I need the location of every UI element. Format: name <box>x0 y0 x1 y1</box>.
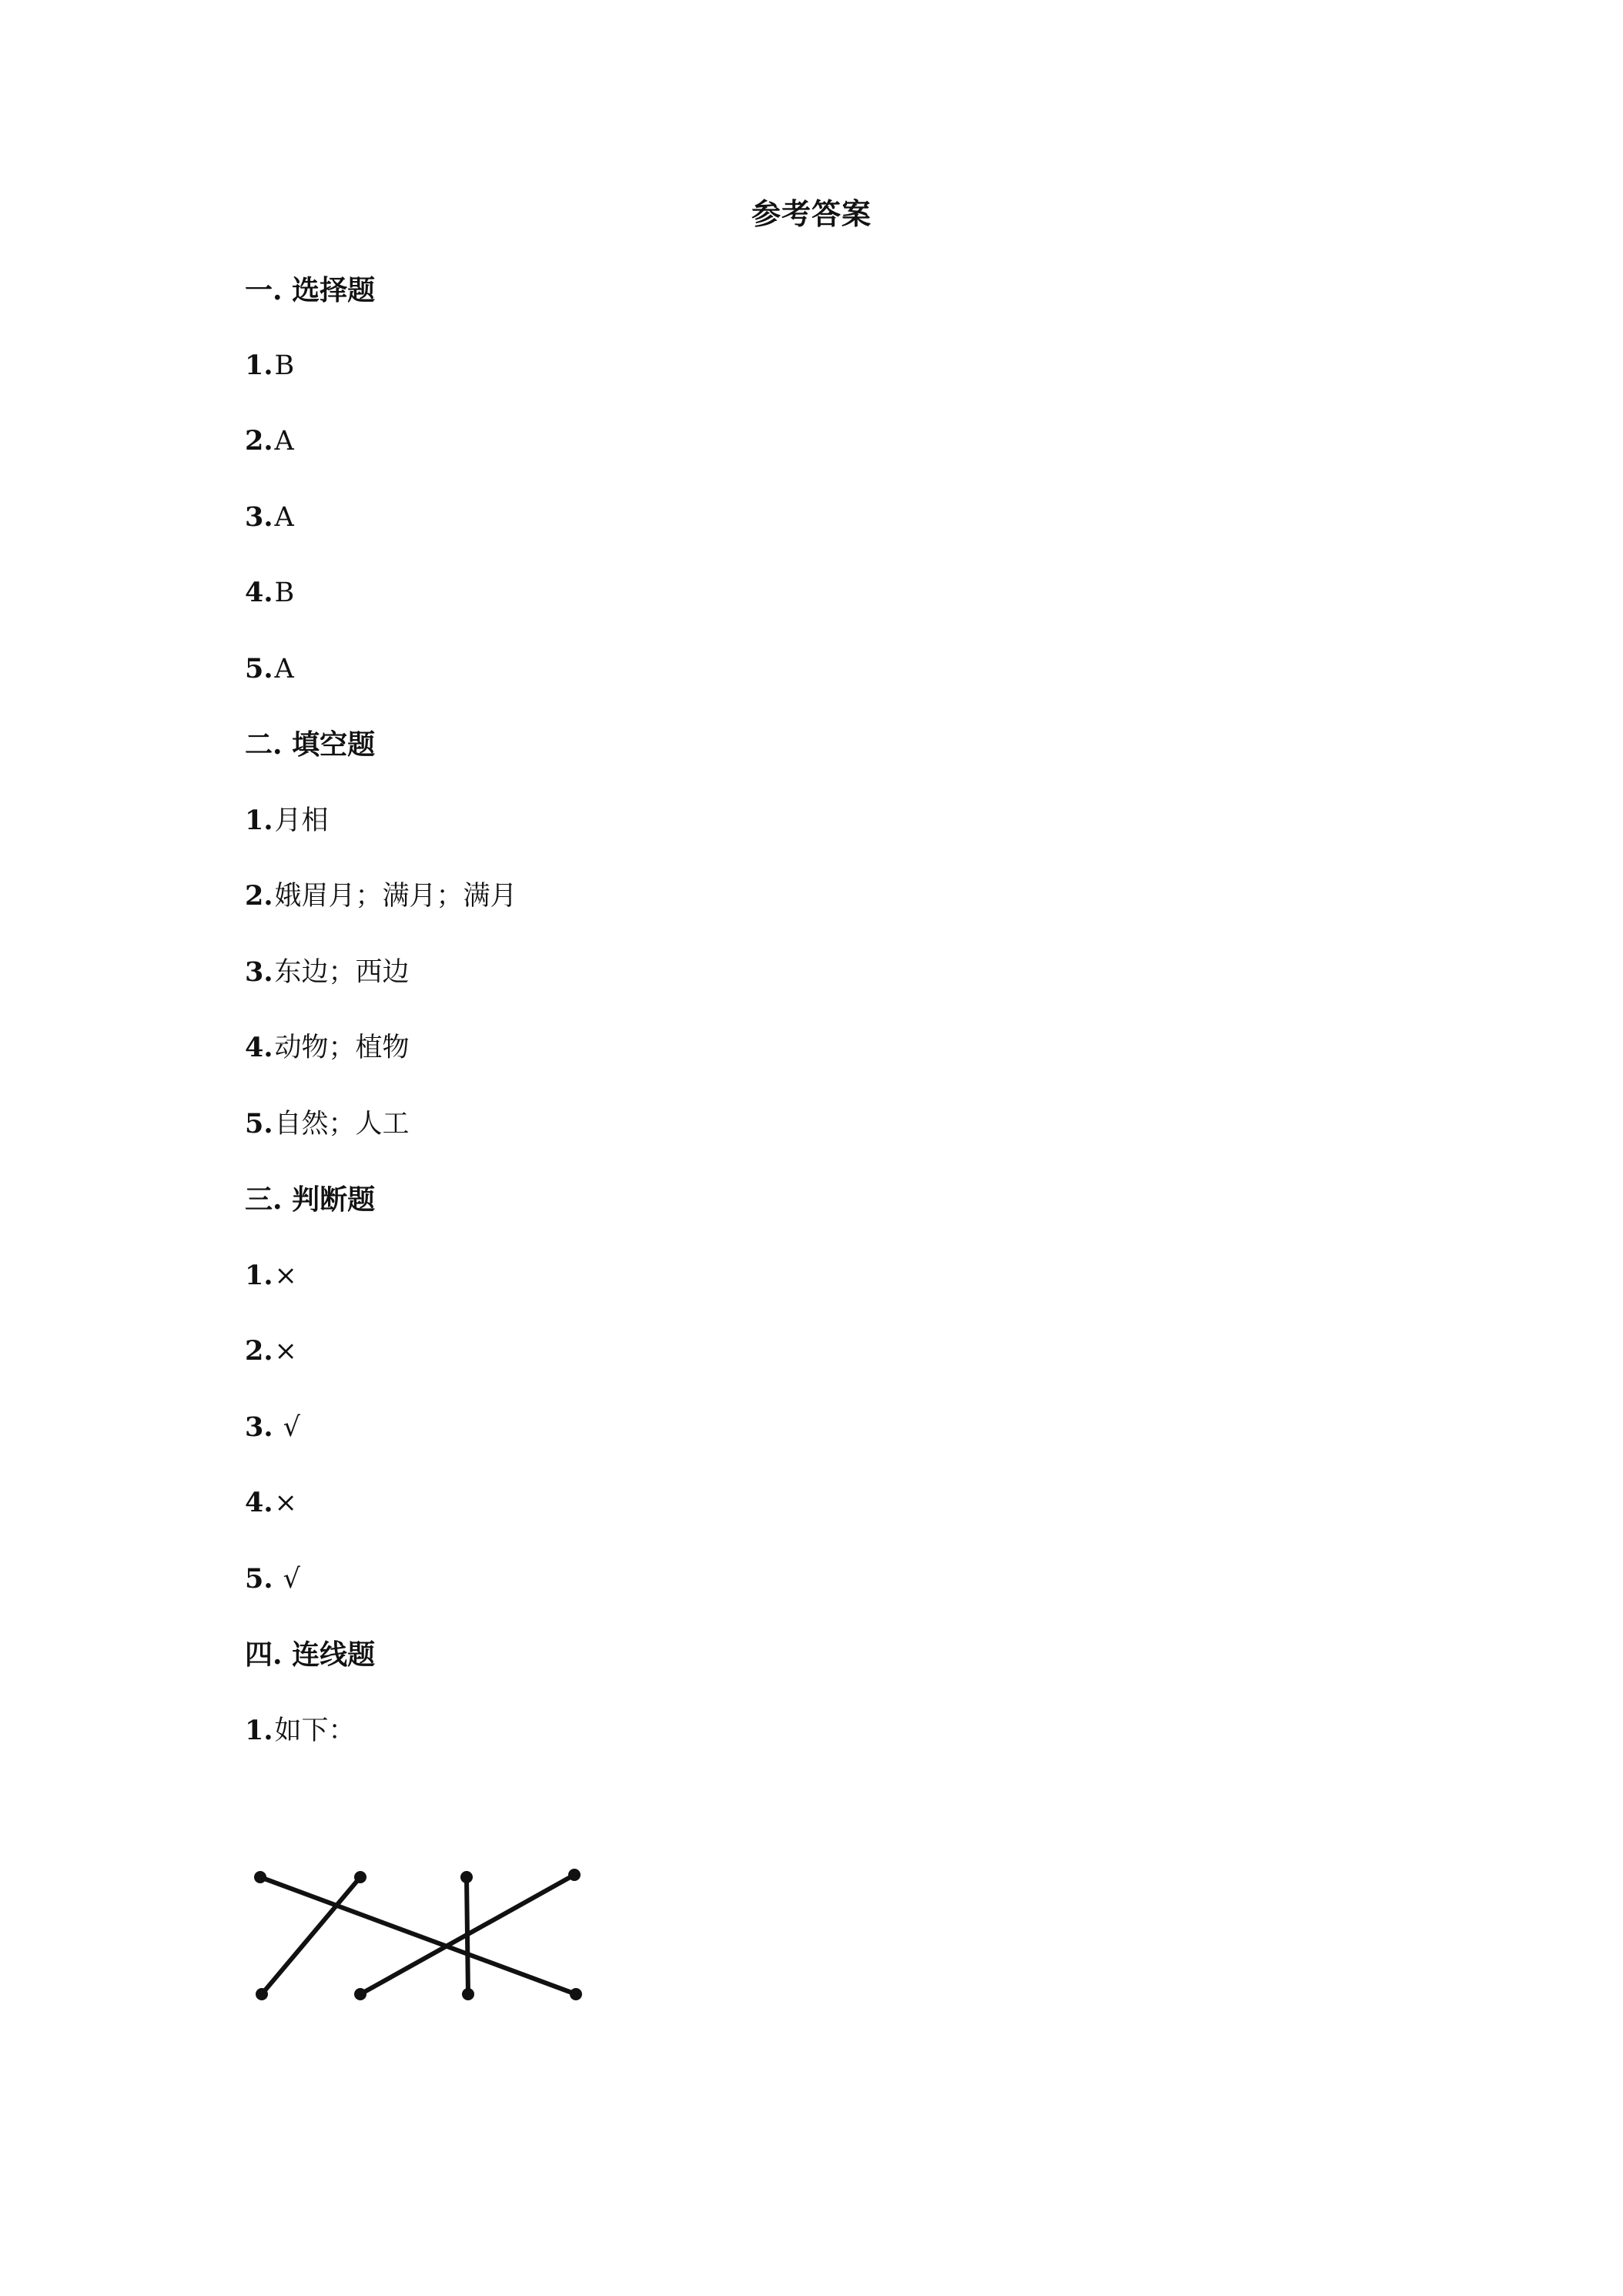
item-number: 4. <box>245 1032 273 1063</box>
bottom-point <box>354 1988 366 2000</box>
item-answer: 自然；人工 <box>274 1109 410 1140</box>
matching-diagram <box>245 1856 607 2010</box>
top-point <box>460 1871 473 1883</box>
item-number: 4. <box>245 577 273 608</box>
answer-item <box>245 953 410 992</box>
answer-item <box>245 1560 300 1598</box>
item-answer: A <box>274 502 294 533</box>
item-number: 2. <box>245 425 273 457</box>
item-number: 3. <box>245 956 273 988</box>
item-answer: × <box>274 1488 297 1518</box>
answer-item <box>245 346 294 385</box>
item-number: 5. <box>245 653 273 684</box>
bottom-point <box>570 1988 582 2000</box>
top-point <box>354 1871 366 1883</box>
top-point <box>254 1871 266 1883</box>
section-heading-matching: 四. 连线题 <box>245 1638 376 1671</box>
item-number: 2. <box>245 880 273 912</box>
section-heading-true-false: 三. 判断题 <box>245 1183 376 1216</box>
item-answer: × <box>274 1260 297 1291</box>
answer-item <box>245 1105 410 1143</box>
top-point <box>568 1869 581 1881</box>
item-number: 3. <box>245 501 273 533</box>
answer-item <box>245 1484 297 1522</box>
page-title: 参考答案 <box>751 196 872 231</box>
item-answer: √ <box>274 1412 300 1443</box>
section-heading-fill-blank: 二. 填空题 <box>245 728 376 761</box>
item-answer: B <box>274 577 295 608</box>
item-number: 4. <box>245 1487 273 1518</box>
item-answer: 动物；植物 <box>274 1033 410 1063</box>
bottom-point <box>462 1988 474 2000</box>
item-answer: A <box>274 426 294 457</box>
answer-item <box>245 574 294 612</box>
bottom-point <box>256 1988 268 2000</box>
item-answer: 东边；西边 <box>274 957 410 988</box>
item-answer: 月相 <box>274 805 329 836</box>
answer-item <box>245 1712 356 1750</box>
answer-item <box>245 1332 297 1371</box>
answer-item <box>245 877 517 915</box>
item-number: 2. <box>245 1335 273 1367</box>
item-answer: A <box>274 654 294 684</box>
answer-item <box>245 1408 300 1447</box>
answer-item <box>245 802 329 840</box>
item-answer: √ <box>274 1564 300 1595</box>
answer-item <box>245 422 294 460</box>
item-number: 5. <box>245 1563 273 1595</box>
item-number: 5. <box>245 1108 273 1140</box>
item-answer: 娥眉月；满月；满月 <box>274 881 517 912</box>
connection-line <box>260 1877 576 1994</box>
item-answer: × <box>274 1336 297 1367</box>
item-answer: 如下： <box>274 1715 356 1746</box>
item-number: 1. <box>245 1715 273 1746</box>
item-number: 1. <box>245 805 273 836</box>
answer-item <box>245 1257 297 1295</box>
answer-item <box>245 498 294 537</box>
item-number: 1. <box>245 1260 273 1291</box>
item-number: 1. <box>245 350 273 381</box>
answer-item <box>245 1029 410 1067</box>
item-answer: B <box>274 350 295 381</box>
answer-item <box>245 650 294 688</box>
section-heading-choice: 一. 选择题 <box>245 274 376 306</box>
item-number: 3. <box>245 1411 273 1443</box>
